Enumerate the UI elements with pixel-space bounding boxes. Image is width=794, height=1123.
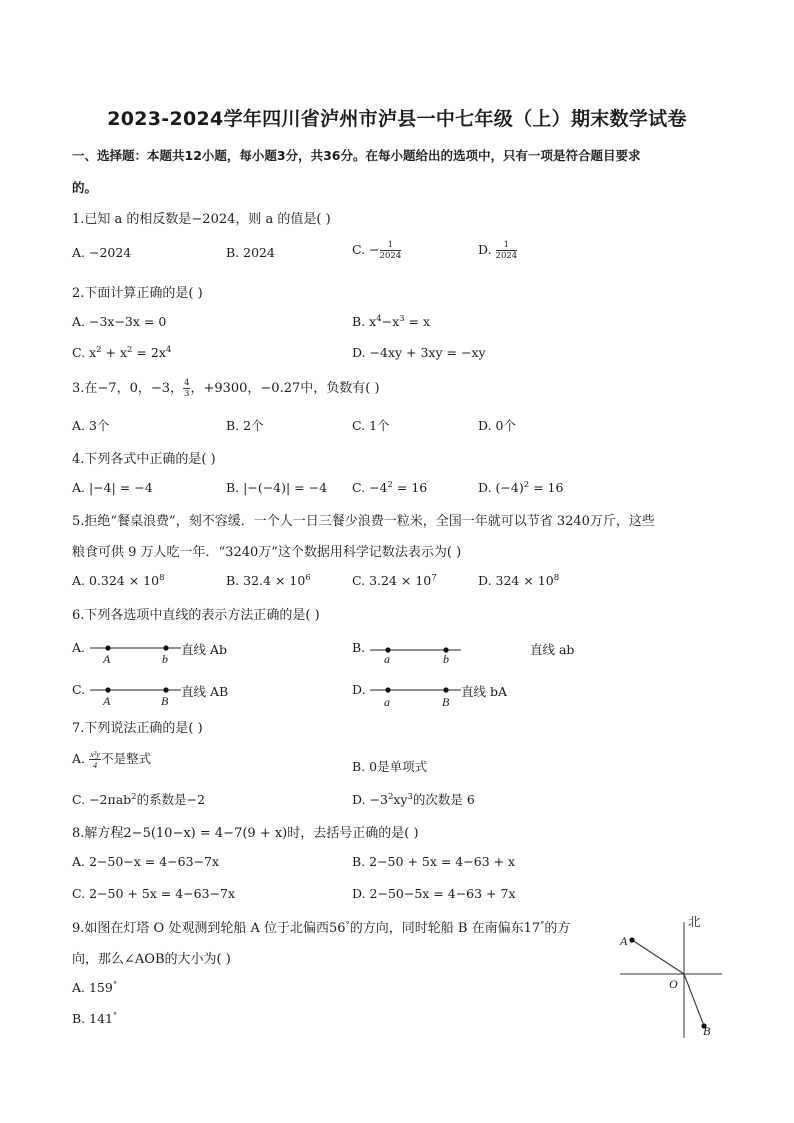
q6-b-point2: b: [443, 652, 449, 666]
q6-b-label: 直线 ab: [530, 642, 575, 657]
q5-option-b[interactable]: B. $32.4 \times 10^6$: [226, 573, 311, 588]
question-4-stem: 4.下列各式中正确的是( ): [72, 452, 216, 467]
question-3-stem: 3.在−7，0，−3， $\frac{4}{3}$ ，+9300，−0.27中，负数有( ): [72, 378, 380, 399]
q1-option-c[interactable]: [352, 240, 401, 261]
q5-option-a[interactable]: A. $0.324 \times 10^8$: [72, 573, 165, 588]
ray-oa: [632, 940, 684, 974]
q7-option-a[interactable]: A. $\frac{\text{x²y}}{4}$ 不是整式: [72, 749, 152, 770]
fig-point-a-label: A: [620, 934, 628, 948]
q6-d-point2: B: [442, 695, 450, 709]
q6-option-a-line-figure: [86, 640, 186, 670]
q3-option-b[interactable]: B. 2个: [226, 418, 264, 433]
q2-option-d[interactable]: D. −4xy + 3xy = −xy: [352, 345, 486, 360]
question-5-line2: 粮食可供 9 万人吃一年．“3240万”这个数据用科学记数法表示为( ): [72, 545, 462, 560]
q2-option-a[interactable]: A. −3x−3x = 0: [72, 314, 167, 329]
q2-option-c[interactable]: C. $x^2 + x^2 = 2x^4$: [72, 345, 172, 360]
q9-option-a[interactable]: A. 159°: [72, 980, 118, 995]
q6-option-d-letter[interactable]: D.: [352, 682, 366, 697]
question-5-line1: 5.拒绝“餐桌浪费”，刻不容缓．一个人一日三餐少浪费一粒米，全国一年就可以节省 3240万斤，这些: [72, 514, 655, 529]
ray-ob: [684, 974, 704, 1026]
q1-c-prefix: C. −: [352, 242, 380, 257]
q7-option-c[interactable]: C. −2πab$^2$的系数是−2: [72, 792, 206, 807]
q6-a-point1: A: [103, 652, 111, 666]
q1-d-fraction: $\frac{1}{2024}$: [495, 240, 518, 261]
q6-option-a-letter[interactable]: A.: [72, 640, 86, 655]
fig-north-label: 北: [688, 914, 701, 929]
q6-c-point1: A: [103, 694, 111, 708]
question-2-stem: 2.下面计算正确的是( ): [72, 286, 203, 301]
q1-option-a[interactable]: A. −2024: [72, 245, 132, 260]
section-heading: 一、选择题：本题共12小题，每小题3分，共36分。在每小题给出的选项中，只有一项是符合题目要求: [72, 148, 641, 163]
question-8-stem: 8.解方程2−5(10−x) = 4−7(9 + x)时，去括号正确的是( ): [72, 826, 419, 841]
q9-option-b[interactable]: B. 141°: [72, 1011, 118, 1026]
q7-option-d[interactable]: D. $-3^2xy^3$的次数是 6: [352, 792, 475, 807]
q1-d-prefix: D.: [478, 242, 496, 257]
q8-option-a[interactable]: A. 2−50−x = 4−63−7x: [72, 854, 220, 869]
q6-a-label: 直线 Ab: [181, 642, 228, 657]
point-dot: [163, 645, 168, 650]
fig-point-o-label: O: [669, 977, 678, 991]
fig-point-b-label: B: [703, 1024, 711, 1038]
q5-option-d[interactable]: D. $324 \times 10^8$: [478, 573, 560, 588]
q6-c-label: 直线 AB: [181, 684, 229, 699]
question-7-stem: 7.下列说法正确的是( ): [72, 721, 203, 736]
question-9-line1: 9.如图在灯塔 O 处观测到轮船 A 位于北偏西56°的方向，同时轮船 B 在南偏东17°的方: [72, 920, 571, 936]
q1-option-b[interactable]: B. 2024: [226, 245, 275, 260]
q6-option-b-letter[interactable]: B.: [352, 640, 366, 655]
question-9-line2: 向，那么∠AOB的大小为( ): [72, 952, 231, 967]
q8-option-d[interactable]: D. 2−50−5x = 4−63 + 7x: [352, 886, 516, 901]
q6-option-b-line-figure: [366, 640, 466, 670]
q9-direction-figure: [610, 910, 730, 1042]
q1-option-d[interactable]: [478, 240, 517, 261]
point-dot: [163, 687, 168, 692]
section-heading-cont: 的。: [72, 180, 98, 195]
q3-option-d[interactable]: D. 0个: [478, 418, 516, 433]
q6-option-c-letter[interactable]: C.: [72, 682, 86, 697]
q6-b-point1: a: [384, 652, 390, 666]
q1-c-fraction: $\frac{1}{2024}$: [379, 240, 402, 261]
q8-option-c[interactable]: C. 2−50 + 5x = 4−63−7x: [72, 886, 236, 901]
point-dot: [443, 687, 448, 692]
q4-option-a[interactable]: A. |−4| = −4: [72, 480, 153, 495]
q7-a-fraction: $\frac{\text{x²y}}{4}$: [89, 749, 101, 770]
q6-d-label: 直线 bA: [461, 684, 508, 699]
question-6-stem: 6.下列各选项中直线的表示方法正确的是( ): [72, 608, 320, 623]
q6-c-point2: B: [161, 694, 169, 708]
q6-option-c-line-figure: [86, 682, 186, 712]
q6-d-point1: a: [384, 695, 390, 709]
q6-option-d-line-figure: [366, 682, 466, 712]
q2-option-b[interactable]: B. $x^4-x^3 = x$: [352, 314, 431, 329]
q4-option-c[interactable]: C. $-4^2 = 16$: [352, 480, 428, 495]
q4-option-d[interactable]: D. $(-4)^2 = 16$: [478, 480, 564, 495]
page-title: 2023-2024学年四川省泸州市泸县一中七年级（上）期末数学试卷: [107, 108, 687, 130]
q5-option-c[interactable]: C. $3.24 \times 10^7$: [352, 573, 437, 588]
q8-option-b[interactable]: B. 2−50 + 5x = 4−63 + x: [352, 854, 516, 869]
point-dot: [105, 687, 110, 692]
q4-option-b[interactable]: B. |−(−4)| = −4: [226, 480, 328, 495]
q3-fraction: $\frac{4}{3}$: [184, 378, 190, 399]
point-a-dot: [629, 937, 634, 942]
q3-option-c[interactable]: C. 1个: [352, 418, 390, 433]
point-dot: [385, 687, 390, 692]
question-1-stem: 1.已知 a 的相反数是−2024，则 a 的值是( ): [72, 212, 331, 227]
q7-option-b[interactable]: B. 0是单项式: [352, 759, 428, 774]
point-dot: [105, 645, 110, 650]
q6-a-point2: b: [162, 652, 168, 666]
q3-option-a[interactable]: A. 3个: [72, 418, 110, 433]
